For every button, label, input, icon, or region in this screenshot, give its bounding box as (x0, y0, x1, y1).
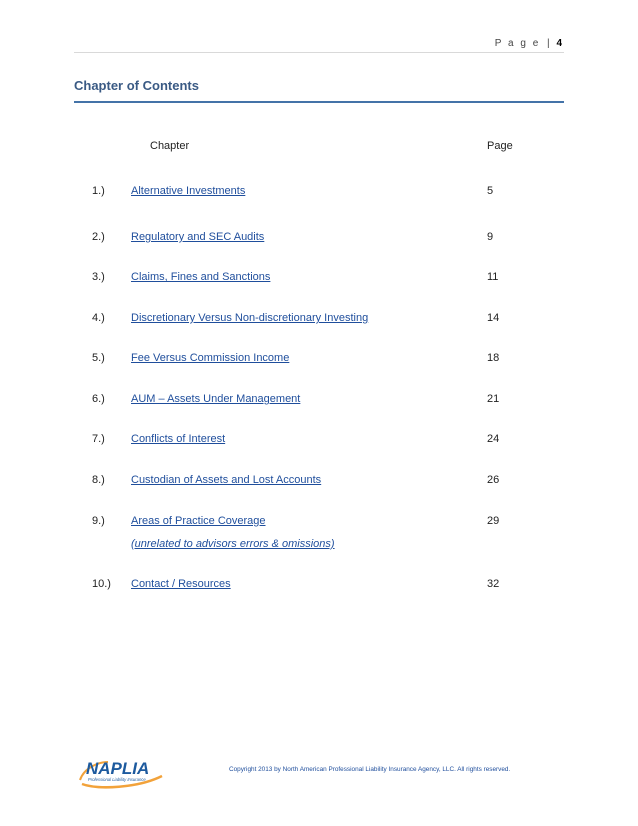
toc-page: 14 (487, 312, 500, 324)
copyright-text: Copyright 2013 by North American Professional Liability Insurance Agency, LLC. All rights reserved. (229, 766, 511, 773)
toc-page: 18 (487, 352, 500, 364)
toc-page: 5 (487, 185, 494, 197)
toc-page: 24 (487, 433, 500, 445)
toc-number: 7.) (92, 433, 105, 445)
toc-link-conflicts-of-interest[interactable]: Conflicts of Interest (131, 433, 226, 445)
toc-link-contact-resources[interactable]: Contact / Resources (131, 578, 231, 590)
toc-row (0, 271, 638, 291)
toc-page: 32 (487, 578, 500, 590)
header-divider (74, 52, 564, 53)
toc-page: 11 (487, 271, 499, 283)
naplia-logo (78, 754, 170, 790)
toc-number: 4.) (92, 312, 105, 324)
logo-tagline: Professional Liability Insurance (88, 777, 146, 782)
toc-page: 29 (487, 515, 500, 527)
toc-number: 5.) (92, 352, 105, 364)
toc-row (0, 312, 638, 332)
toc-row (0, 578, 638, 598)
toc-row (0, 393, 638, 413)
toc-number: 6.) (92, 393, 105, 405)
toc-link-custodian-of-assets[interactable]: Custodian of Assets and Lost Accounts (131, 474, 322, 486)
toc-link-discretionary-investing[interactable]: Discretionary Versus Non-discretionary Investing (131, 312, 369, 324)
page-label: P a g e (494, 38, 541, 49)
toc-link-areas-of-practice[interactable]: Areas of Practice Coverage (131, 515, 266, 527)
toc-link-regulatory-sec-audits[interactable]: Regulatory and SEC Audits (131, 231, 265, 243)
toc-subnote[interactable]: (unrelated to advisors errors & omissions) (131, 538, 335, 550)
toc-number: 8.) (92, 474, 105, 486)
toc-row (0, 474, 638, 494)
toc-link-fee-versus-commission[interactable]: Fee Versus Commission Income (131, 352, 290, 364)
toc-page: 26 (487, 474, 500, 486)
page-number: 4 (556, 38, 562, 49)
toc-row (0, 352, 638, 372)
toc-number: 3.) (92, 271, 105, 283)
toc-link-claims-fines-sanctions[interactable]: Claims, Fines and Sanctions (131, 271, 271, 283)
logo-text: NAPLIA (86, 759, 150, 778)
title-divider (74, 101, 564, 103)
toc-number: 2.) (92, 231, 105, 243)
page-separator: | (547, 38, 550, 49)
toc-number: 1.) (92, 185, 105, 197)
toc-number: 9.) (92, 515, 105, 527)
toc-row (0, 433, 638, 453)
page-title: Chapter of Contents (74, 78, 199, 93)
toc-number: 10.) (92, 578, 111, 590)
page-header (495, 38, 562, 49)
toc-link-aum[interactable]: AUM – Assets Under Management (131, 393, 301, 405)
toc-page: 21 (487, 393, 500, 405)
toc-row (0, 185, 638, 205)
toc-row (0, 231, 638, 251)
column-header-page: Page (487, 140, 513, 152)
toc-row (0, 515, 638, 535)
toc-page: 9 (487, 231, 494, 243)
toc-link-alternative-investments[interactable]: Alternative Investments (131, 185, 246, 197)
column-header-chapter: Chapter (150, 140, 190, 152)
